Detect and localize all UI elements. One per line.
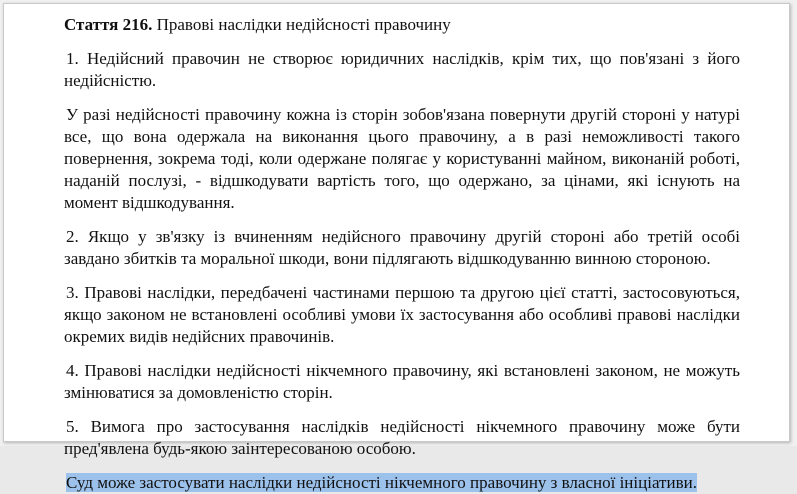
article-title: Правові наслідки недійсності правочину — [156, 15, 451, 34]
paragraph-4: 4. Правові наслідки недійсності нікчемного правочину, які встановлені законом, не можуть змінюватися за домовленістю сторін. — [64, 361, 740, 402]
document-page — [3, 3, 790, 492]
paragraph-5: 5. Вимога про застосування наслідків недійсності нікчемного правочину може бути пред'явлена будь-якою заінтересованою особою. — [64, 417, 740, 458]
article-number: Стаття 216. — [64, 15, 153, 34]
paragraph-1: 1. Недійсний правочин не створює юридичних наслідків, крім тих, що пов'язані з його недійсністю. — [64, 49, 740, 90]
highlighted-text-selection[interactable]: Суд може застосувати наслідки недійсності нікчемного правочину з власної ініціативи. — [66, 473, 697, 492]
paragraph-1-continuation: У разі недійсності правочину кожна із сторін зобов'язана повернути другій стороні у натурі все, що вона одержала на виконання цього правочину, а в разі неможливості такого повернення, зокрема тоді, коли одержане полягає у користуванні майном, виконаній роботі, наданій послузі, - відшкодувати вартість того, що одержано, за цінами, які існують на момент відшкодування. — [64, 105, 740, 212]
article-heading — [64, 14, 740, 36]
paragraph-2: 2. Якщо у зв'язку із вчиненням недійсного правочину другій стороні або третій особі завдано збитків та моральної шкоди, вони підлягають відшкодуванню винною стороною. — [64, 227, 740, 268]
highlighted-paragraph[interactable] — [64, 472, 740, 494]
document-body — [64, 14, 740, 494]
paragraph-3: 3. Правові наслідки, передбачені частинами першою та другою цієї статті, застосовуються, якщо законом не встановлені особливі умови їх застосування або особливі правові наслідки окремих видів недійсних правочинів. — [64, 283, 740, 346]
